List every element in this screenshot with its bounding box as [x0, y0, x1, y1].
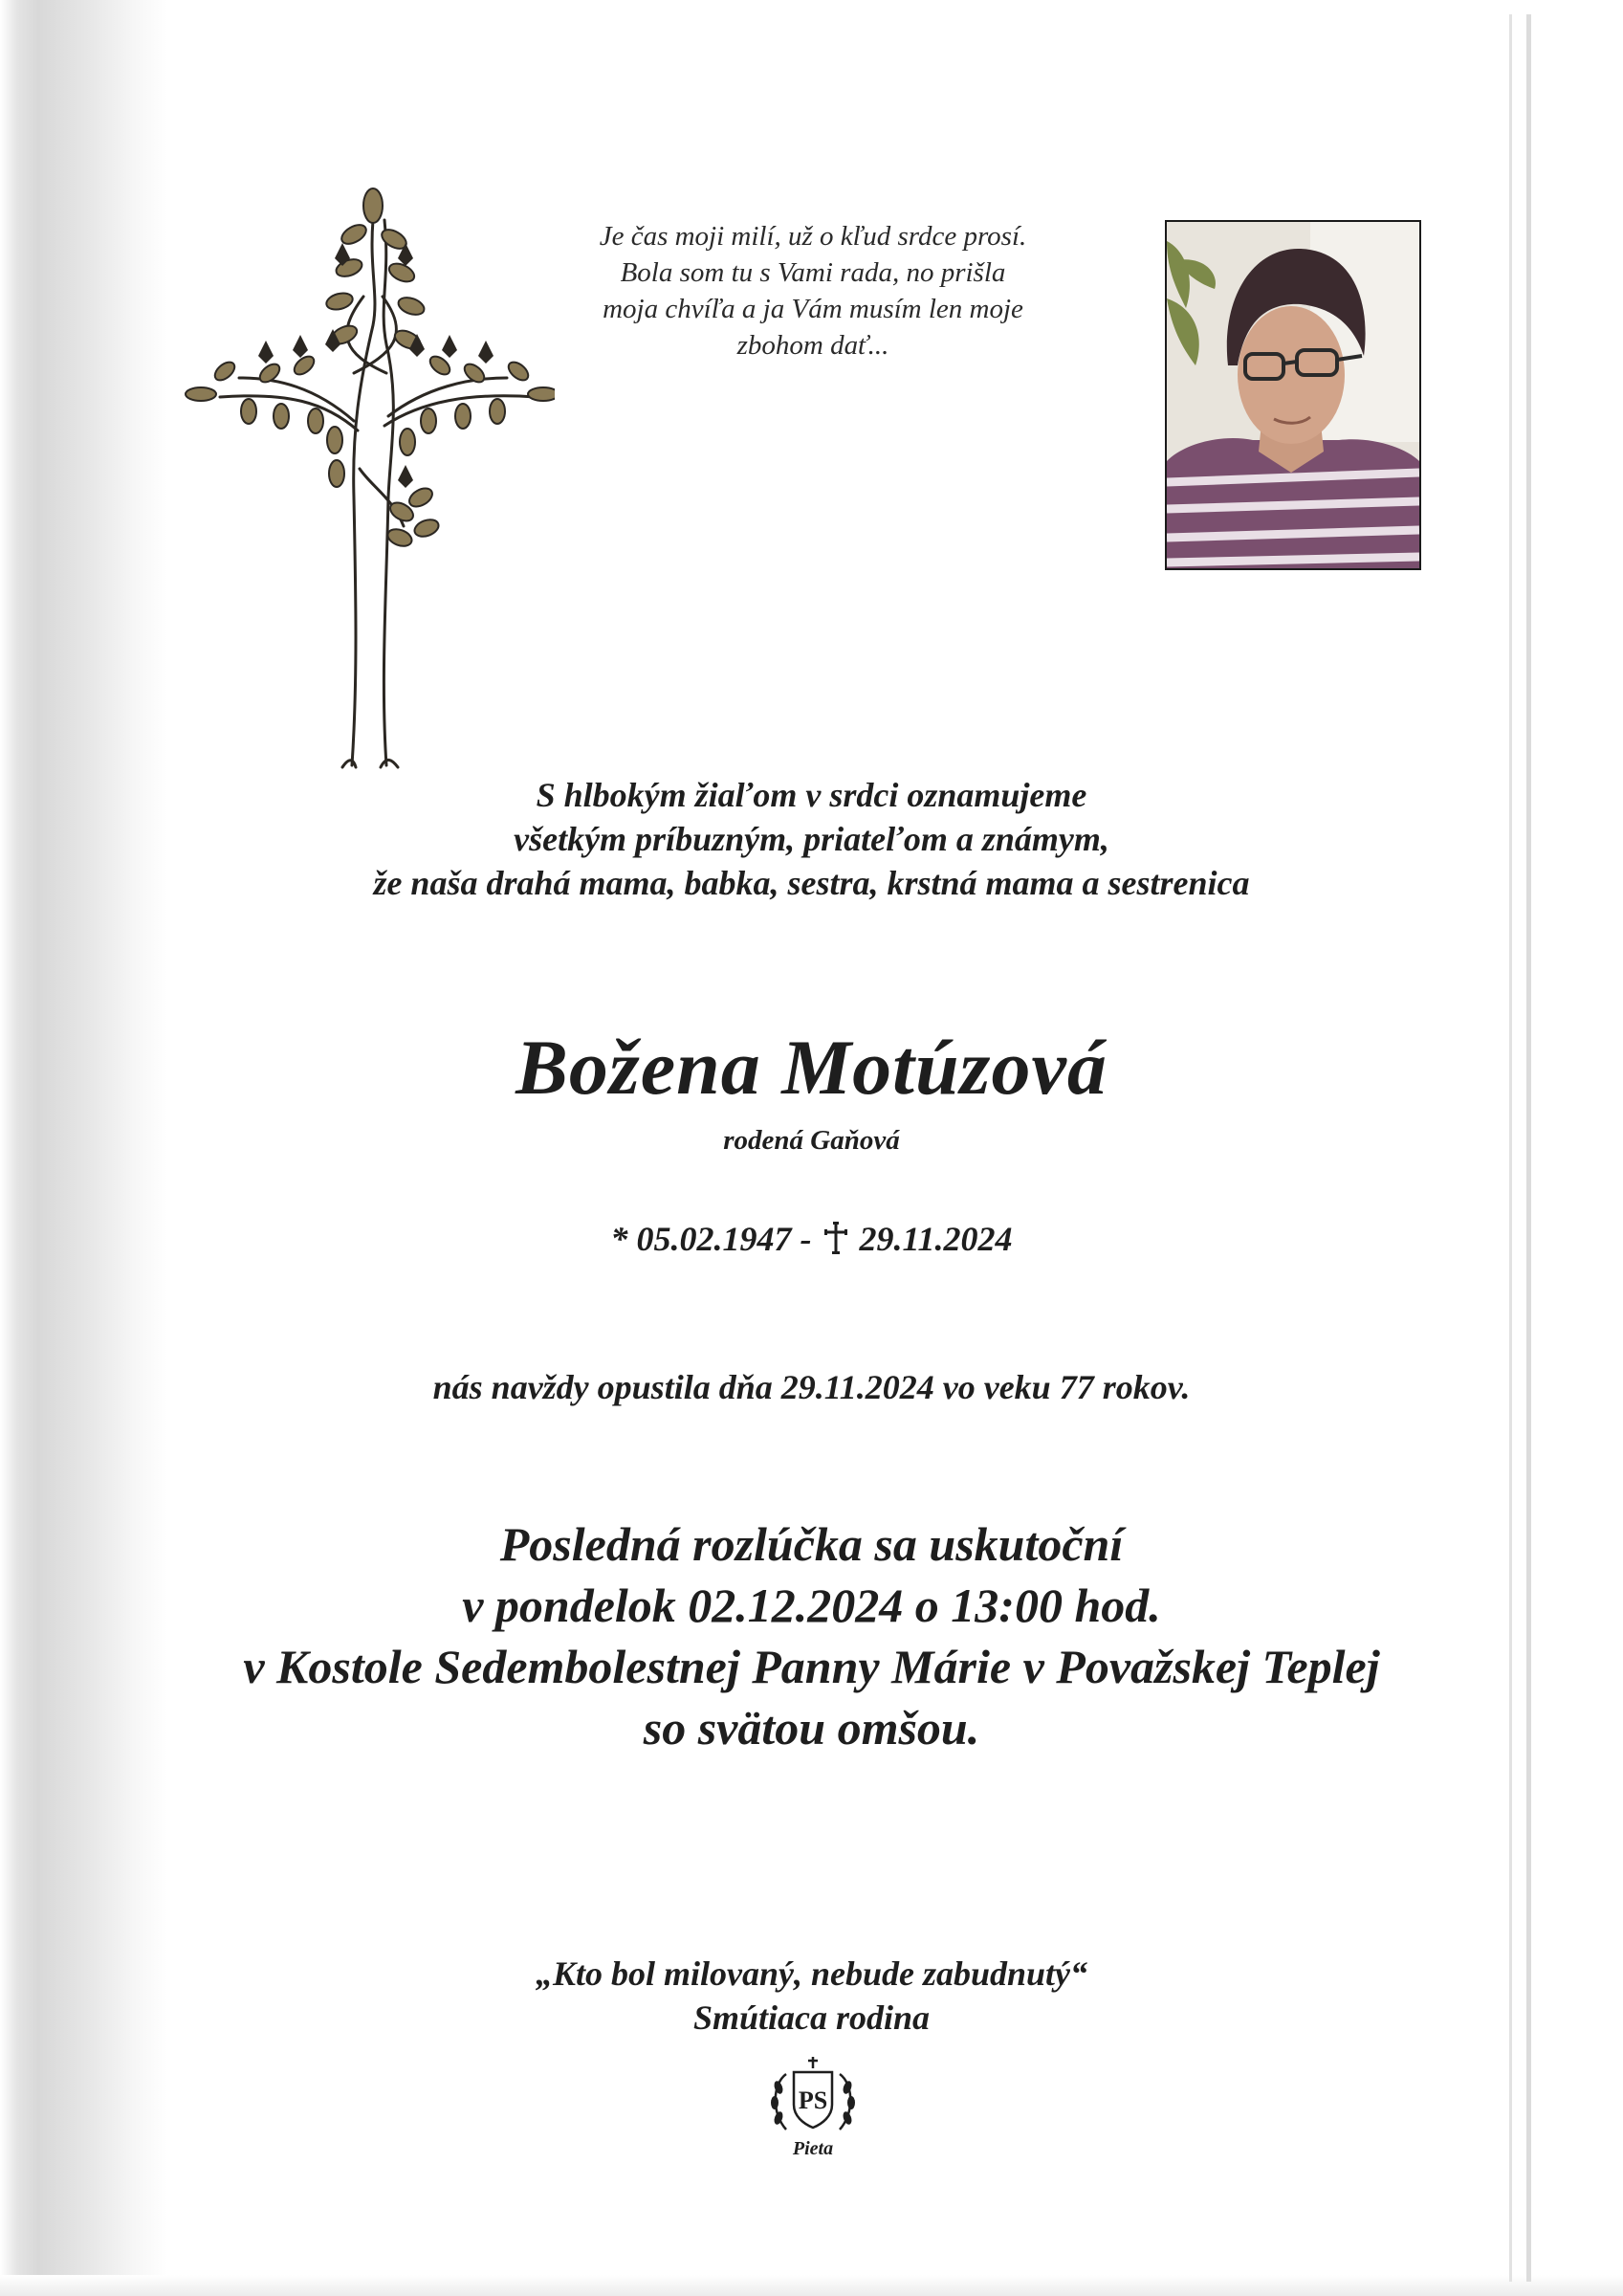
cross-icon: [824, 1222, 847, 1264]
poem-line: Je čas moji milí, už o kľud srdce prosí.: [599, 221, 1027, 252]
departure-text: nás navždy opustila dňa 29.11.2024 vo veku 77 rokov.: [432, 1368, 1191, 1406]
poem-line: zbohom dať...: [736, 330, 889, 361]
tree-cross-icon: [182, 182, 555, 775]
closing-quote: „Kto bol milovaný, nebude zabudnutý“: [535, 1954, 1088, 1993]
funeral-details: [0, 1513, 1623, 1758]
life-dates: [0, 1218, 1623, 1264]
closing-signature: Smútiaca rodina: [692, 1998, 931, 2037]
funeral-line: v Kostole Sedembolestnej Panny Márie v Považskej Teplej: [243, 1640, 1380, 1693]
birth-date: * 05.02.1947 -: [610, 1220, 812, 1258]
funeral-line: Posledná rozlúčka sa uskutoční: [499, 1517, 1124, 1571]
pieta-logo: [765, 2055, 861, 2166]
intro-line: všetkým príbuzným, priateľom a známym,: [514, 820, 1109, 858]
logo-initials: PS: [798, 2086, 828, 2114]
funeral-line: so svätou omšou.: [643, 1701, 980, 1755]
intro-line: S hlbokým žiaľom v srdci oznamujeme: [536, 776, 1087, 814]
poem-line: Bola som tu s Vami rada, no prišla: [620, 257, 1006, 288]
maiden-name: rodená Gaňová: [723, 1125, 900, 1156]
deceased-name: Božena Motúzová: [515, 1024, 1108, 1111]
poem-line: moja chvíľa a ja Vám musím len moje: [603, 294, 1023, 324]
portrait-photo: [1165, 220, 1421, 570]
scan-bottom-edge: [0, 2275, 1623, 2296]
logo-caption: Pieta: [792, 2138, 834, 2159]
intro-text: [0, 773, 1623, 905]
closing: [0, 1952, 1623, 2040]
poem: [536, 218, 1090, 364]
intro-line: že naša drahá mama, babka, sestra, krstná mama a sestrenica: [373, 864, 1250, 902]
death-date: 29.11.2024: [859, 1220, 1013, 1258]
funeral-line: v pondelok 02.12.2024 o 13:00 hod.: [462, 1578, 1161, 1632]
